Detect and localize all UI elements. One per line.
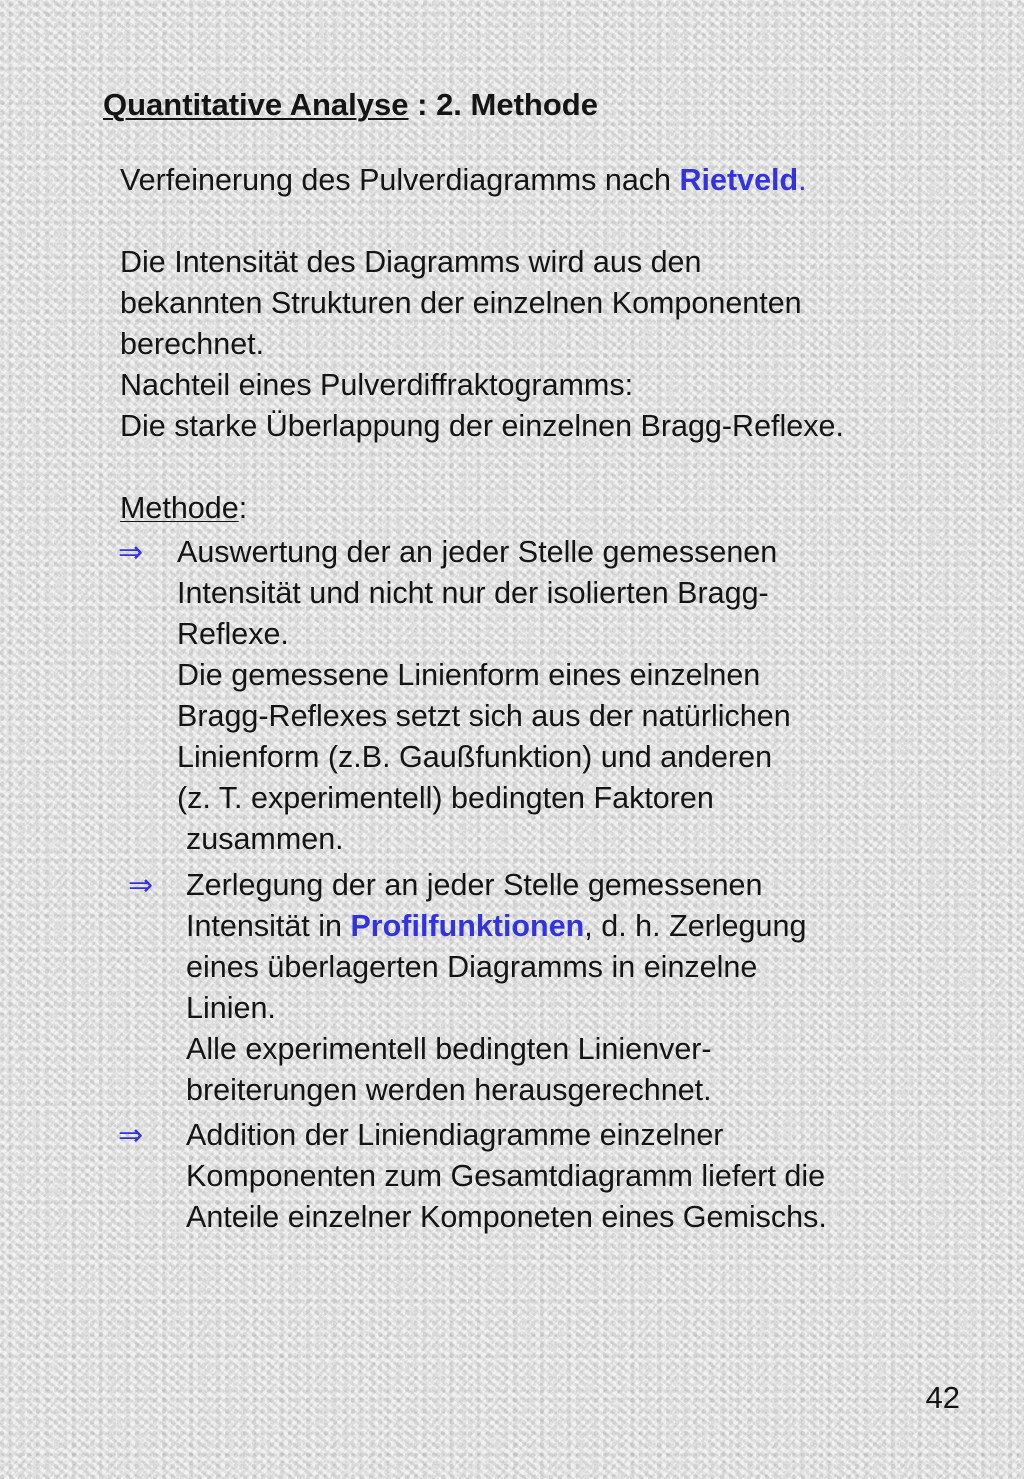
method-heading: [120, 488, 247, 529]
arrow-icon: ⇒: [118, 1118, 144, 1153]
bullet-line: Auswertung der an jeder Stelle gemessenen: [177, 535, 778, 569]
intro-line: [120, 160, 807, 201]
bullet-line: Alle experimentell bedingten Linienver-: [186, 1032, 712, 1066]
bullet-line: Die gemessene Linienform eines einzelnen: [177, 658, 761, 692]
bullet-addition: [186, 1115, 827, 1238]
method-colon: :: [238, 491, 248, 525]
intro-text: Verfeinerung des Pulverdiagramms nach: [120, 163, 680, 197]
arrow-icon: ⇒: [128, 868, 154, 903]
paragraph-line: berechnet.: [120, 327, 265, 361]
paragraph-line: Die starke Überlappung der einzelnen Bragg-Reflexe.: [120, 409, 844, 443]
bullet-line: breiterungen werden herausgerechnet.: [186, 1073, 712, 1107]
bullet-decomposition: [186, 865, 806, 1111]
bullet-line: Linien.: [186, 991, 276, 1025]
bullet-line-profile: [186, 906, 806, 947]
page-title: [103, 84, 598, 125]
line-pre: Intensität in: [186, 909, 351, 943]
bullet-line: Anteile einzelner Komponeten eines Gemischs.: [186, 1200, 827, 1234]
bullet-evaluation: [177, 532, 791, 819]
bullet-line: zusammen.: [186, 822, 344, 856]
rietveld-highlight: Rietveld: [679, 163, 799, 197]
bullet-line: Bragg-Reflexes setzt sich aus der natürlichen: [177, 699, 791, 733]
bullet-line: Zerlegung der an jeder Stelle gemessenen: [186, 868, 763, 902]
paragraph-intensity: [120, 242, 844, 447]
page-number: 42: [925, 1380, 960, 1415]
profilfunktionen-highlight: Profilfunktionen: [350, 909, 585, 943]
bullet-line: Linienform (z.B. Gaußfunktion) und anderen: [177, 740, 773, 774]
paragraph-line: bekannten Strukturen der einzelnen Komponenten: [120, 286, 802, 320]
title-underlined: Quantitative Analyse: [103, 87, 409, 122]
paragraph-line: Nachteil eines Pulverdiffraktogramms:: [120, 368, 634, 402]
bullet-line: eines überlagerten Diagramms in einzelne: [186, 950, 758, 984]
arrow-icon: ⇒: [118, 535, 144, 570]
method-label: Methode: [120, 491, 239, 525]
bullet-line: (z. T. experimentell) bedingten Faktoren: [177, 781, 714, 815]
bullet-line: Addition der Liniendiagramme einzelner: [186, 1118, 724, 1152]
bullet-line: Komponenten zum Gesamtdiagramm liefert die: [186, 1159, 826, 1193]
intro-period: .: [798, 163, 807, 197]
paragraph-line: Die Intensität des Diagramms wird aus den: [120, 245, 702, 279]
title-rest: : 2. Methode: [408, 87, 598, 122]
bullet-line: Intensität und nicht nur der isolierten Bragg-: [177, 576, 769, 610]
line-post: , d. h. Zerlegung: [584, 909, 807, 943]
bullet-line: Reflexe.: [177, 617, 289, 651]
